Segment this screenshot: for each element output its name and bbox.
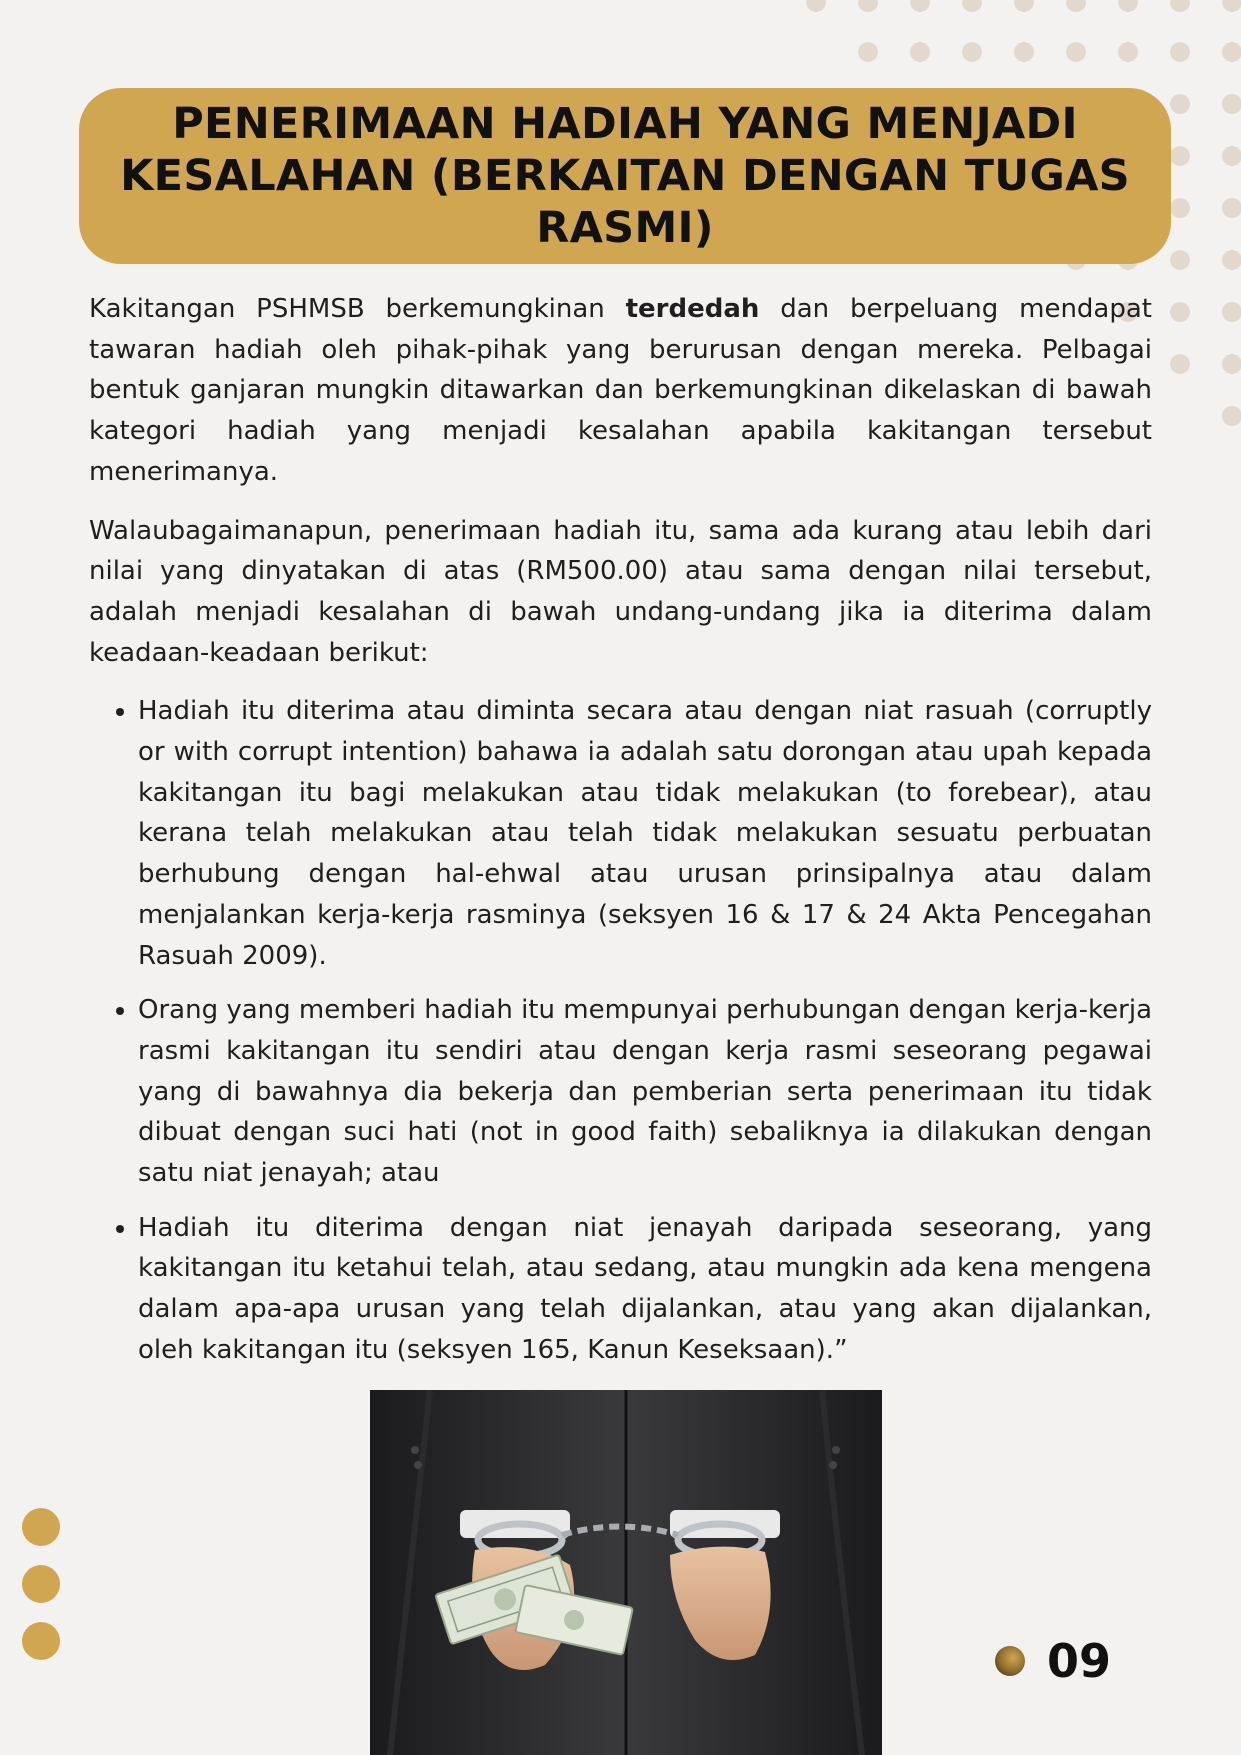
paragraph-intro (89, 289, 1152, 493)
intro-bold-word: terdedah (625, 294, 760, 324)
handcuffed-businessman-image (370, 1390, 882, 1755)
page-number (995, 1634, 1111, 1688)
conditions-list (89, 691, 1152, 1370)
intro-text-start: Kakitangan PSHMSB berkemungkinan (89, 294, 626, 324)
page-number-text: 09 (1047, 1634, 1112, 1688)
intro-text-end: dan berpeluang mendapat tawaran hadiah oleh pihak-pihak yang berurusan dengan mereka. Pelbagai bentuk ganjaran mungkin ditawarkan dan berkemungkinan dikelaskan di bawah kategori hadiah yang menjadi kesalahan apabila kakitangan tersebut menerimanya. (89, 294, 1152, 487)
list-item: • Orang yang memberi hadiah itu mempunyai perhubungan dengan kerja-kerja rasmi kakitangan itu sendiri atau dengan kerja rasmi seseorang pegawai yang di bawahnya dia bekerja dan pemberian serta penerimaan itu tidak dibuat dengan suci hati (not in good faith) sebaliknya ia dilakukan dengan satu niat jenayah; atau (138, 990, 1152, 1194)
page-number-dot (995, 1646, 1025, 1676)
page-title: PENERIMAAN HADIAH YANG MENJADI KESALAHAN (BERKAITAN DENGAN TUGAS RASMI) (120, 99, 1130, 253)
list-item: • Hadiah itu diterima dengan niat jenayah daripada seseorang, yang kakitangan itu ketahui telah, atau sedang, atau mungkin ada kena mengena dalam apa-apa urusan yang telah dijalankan, atau yang akan dijalankan, oleh kakitangan itu (seksyen 165, Kanun Keseksaan).” (138, 1208, 1152, 1371)
list-item: • Hadiah itu diterima atau diminta secara atau dengan niat rasuah (corruptly or with corrupt intention) bahawa ia adalah satu dorongan atau upah kepada kakitangan itu bagi melakukan atau tidak melakukan (to forebear), atau kerana telah melakukan atau telah tidak melakukan sesuatu perbuatan berhubung dengan hal-ehwal atau urusan prinsipalnya atau dalam menjalankan kerja-kerja rasminya (seksyen 16 & 17 & 24 Akta Pencegahan Rasuah 2009). (138, 691, 1152, 976)
paragraph-conditions: Walaubagaimanapun, penerimaan hadiah itu, sama ada kurang atau lebih dari nilai yang dinyatakan di atas (RM500.00) atau sama dengan nilai tersebut, adalah menjadi kesalahan di bawah undang-undang jika ia diterima dalam keadaan-keadaan berikut: (89, 515, 1152, 668)
title-banner (79, 88, 1171, 264)
body-text (89, 289, 1152, 1385)
